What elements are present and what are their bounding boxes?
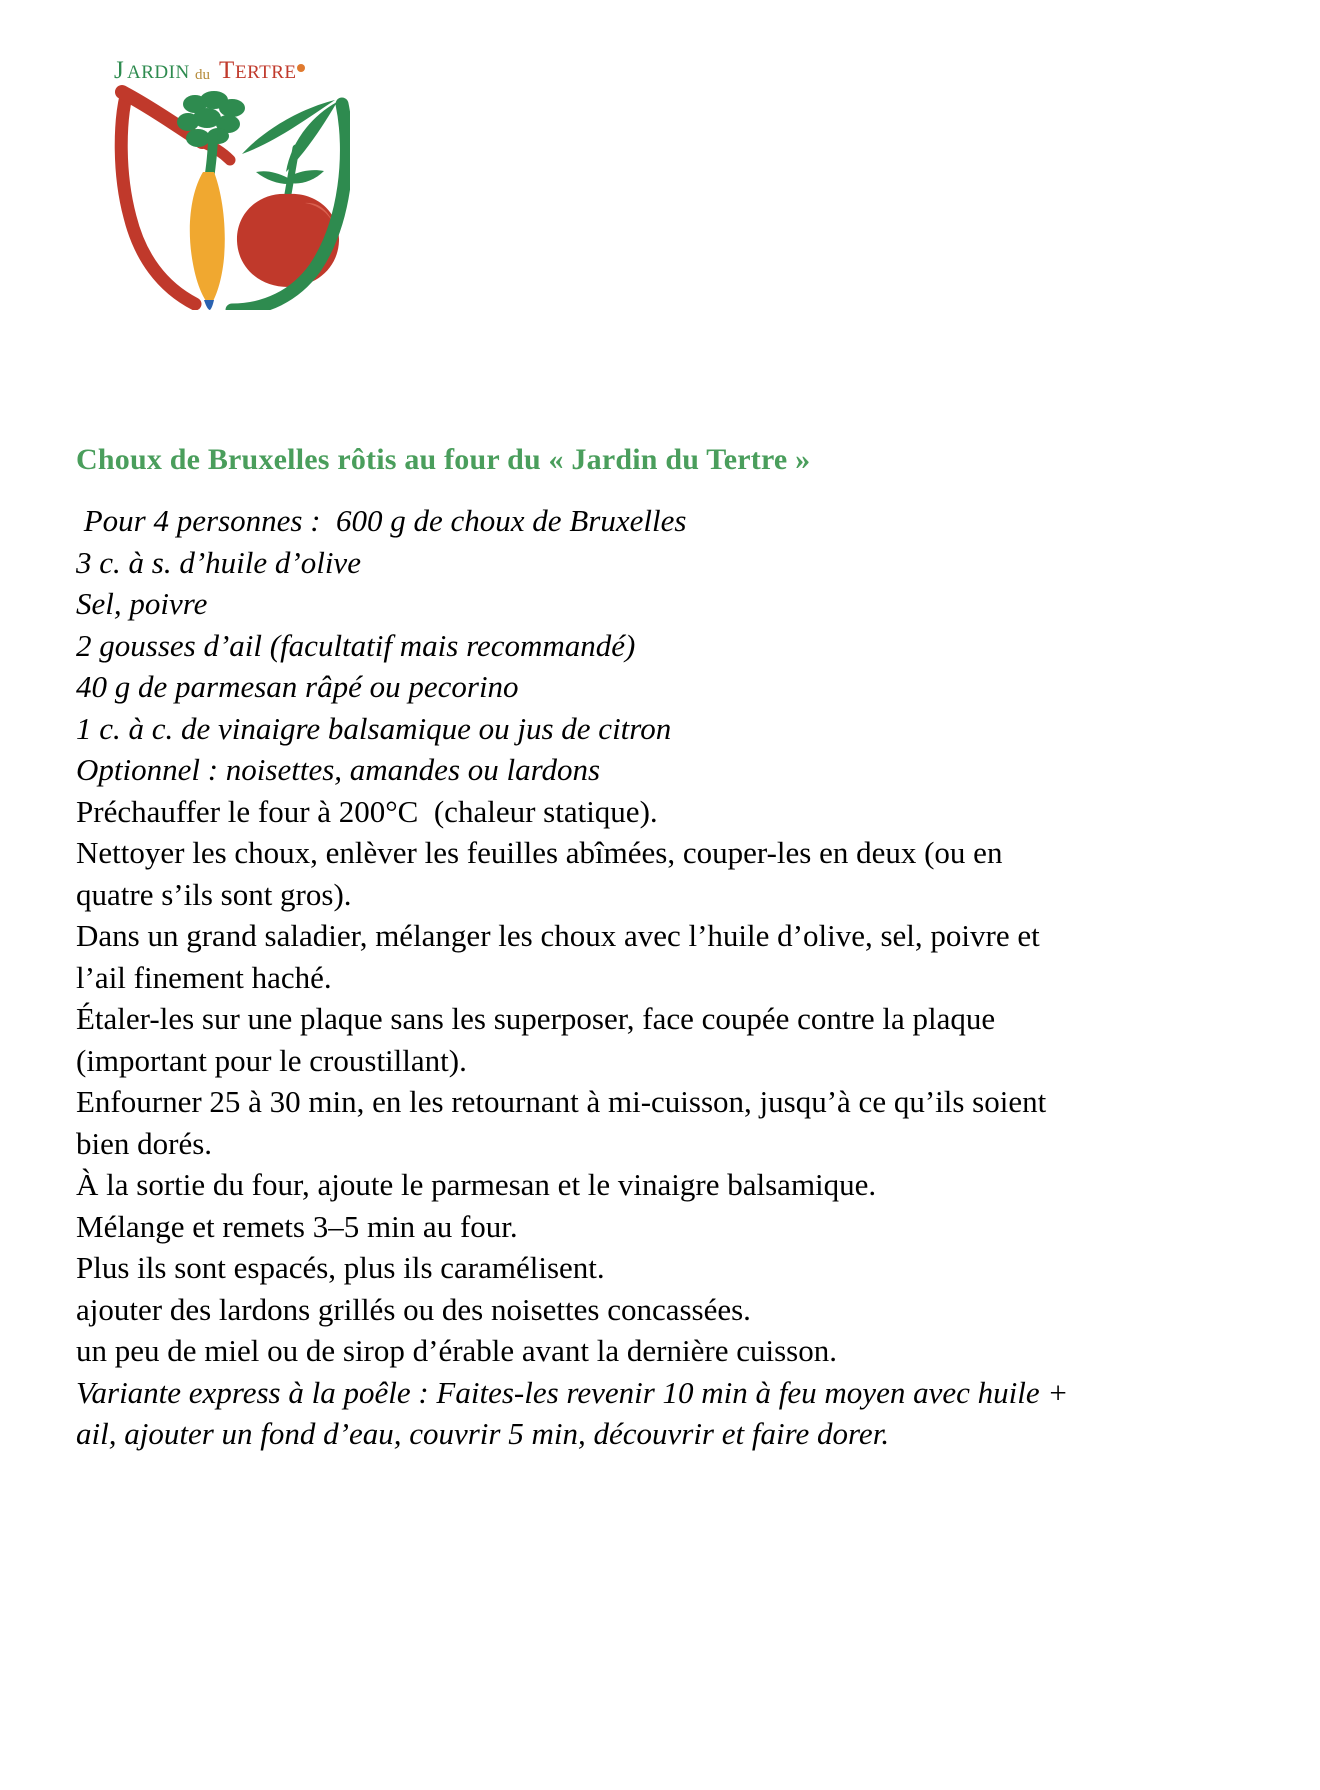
logo-word-tertre-rest: ERTRE [235,62,297,83]
ingredient-line: Pour 4 personnes : 600 g de choux de Bruxelles [76,503,687,538]
step-line: un peu de miel ou de sirop d’érable avant la dernière cuisson. [76,1333,837,1368]
logo-word-tertre: T [219,57,235,84]
ingredient-line: Optionnel : noisettes, amandes ou lardons [76,752,601,787]
step-line: Nettoyer les choux, enlèver les feuilles abîmées, couper-les en deux (ou en quatre s’ils sont gros). [76,835,1011,912]
variant-paragraph: Variante express à la poêle : Faites-les revenir 10 min à feu moyen avec huile + ail, ajouter un fond d’eau, couvrir 5 min, découvrir et faire dorer. [76,1374,1077,1451]
ingredient-line: 1 c. à c. de vinaigre balsamique ou jus de citron [76,710,672,746]
step-line: Enfourner 25 à 30 min, en les retournant à mi-cuisson, jusqu’à ce qu’ils soient bien dorés. [76,1084,1054,1161]
logo-word-jardin: J [114,57,124,84]
logo-blue-accent [204,300,214,310]
ingredient-line: 3 c. à s. d’huile d’olive [76,544,361,580]
logo-carrot-icon [190,172,225,306]
ingredient-line: Sel, poivre [76,586,208,621]
step-line: À la sortie du four, ajoute le parmesan et le vinaigre balsamique. [76,1167,877,1202]
step-line: Mélange et remets 3–5 min au four. [76,1208,518,1244]
logo-word-du: du [195,67,210,83]
jardin-du-tertre-logo [90,42,350,310]
logo-tomato-leaf-left [256,171,288,184]
step-line: Plus ils sont espacés, plus ils caramélisent. [76,1250,605,1285]
ingredient-line: 40 g de parmesan râpé ou pecorino [76,669,519,704]
recipe-body [76,500,1086,1455]
step-line: Étaler-les sur une plaque sans les superposer, face coupée contre la plaque (important pour le croustillant). [76,1001,1003,1078]
recipe-title: Choux de Bruxelles rôtis au four du « Jardin du Tertre » [76,443,811,477]
logo-carrot-greens [177,91,245,180]
ingredient-line: 2 gousses d’ail (facultatif mais recommandé) [76,627,636,663]
logo-dot-icon [297,64,305,72]
step-line: Préchauffer le four à 200°C (chaleur statique). [76,793,658,829]
step-line: ajouter des lardons grillés ou des noisettes concassées. [76,1291,751,1327]
logo-tomato-stem [288,148,296,194]
logo-graphic [90,42,350,310]
logo-word-jardin-rest: ARDIN [127,62,190,83]
step-line: Dans un grand saladier, mélanger les choux avec l’huile d’olive, sel, poivre et l’ail finement haché. [76,918,1048,995]
